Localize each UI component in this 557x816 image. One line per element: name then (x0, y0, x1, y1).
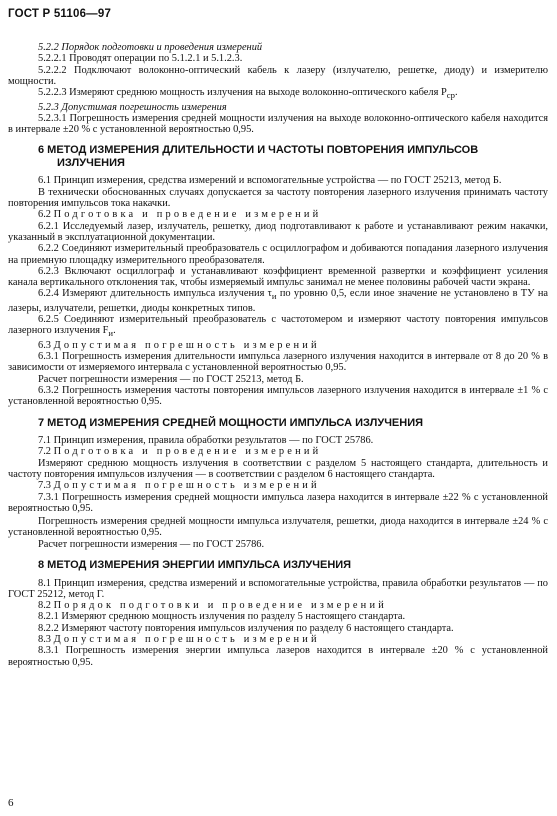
section-heading: 8 МЕТОД ИЗМЕРЕНИЯ ЭНЕРГИИ ИМПУЛЬСА ИЗЛУЧЕНИЯ (38, 559, 352, 572)
section-heading: 7 МЕТОД ИЗМЕРЕНИЯ СРЕДНЕЙ МОЩНОСТИ ИМПУЛЬСА ИЗЛУЧЕНИЯ (38, 416, 424, 429)
paragraph: Расчет погрешности измерения — по ГОСТ 25786. (38, 538, 265, 550)
paragraph: 8.2.2 Измеряют частоту повторения импульсов излучения по разделу 6 настоящего стандарта. (38, 622, 454, 634)
paragraph: Измеряют среднюю мощность излучения в соответствии с разделом 5 настоящего стандарта, длительность и частоту повторения импульсов излучения — в соответствии с разделом 6 настоящего стандарта. (8, 457, 548, 480)
subsection-heading: 5.2.2 Порядок подготовки и проведения измерений (38, 42, 263, 53)
subsection-heading: 5.2.3 Допустимая погрешность измерения (38, 101, 227, 113)
paragraph: 5.2.3.1 Погрешность измерения средней мощности излучения на выходе волоконно-оптического кабеля находится в интервале ±20 % с установленной вероятностью 0,95. (8, 112, 548, 136)
paragraph: 6.2.3 Включают осциллограф и устанавливают коэффициент временной развертки и коэффициент усиления канала вертикального отклонения так, чтобы измеряемый импульс занимал не менее половины рабочей части экрана. (8, 265, 548, 289)
paragraph: 6.3.2 Погрешность измерения частоты повторения импульсов лазерного излучения находится в интервале ±1 % с установленной вероятностью 0,95. (8, 384, 548, 408)
paragraph: 5.2.2.1 Проводят операции по 5.1.2.1 и 5.1.2.3. (38, 53, 243, 65)
paragraph: 7.1 Принцип измерения, правила обработки результатов — по ГОСТ 25786. (38, 435, 374, 447)
paragraph: 6.2.5 Соединяют измерительный преобразователь с частотомером и измеряют частоту повторения импульсов лазерного излучения $F_и$. (8, 314, 548, 339)
subsection-heading: 8.3 Допустимая погрешность измерений (38, 634, 320, 645)
paragraph: Погрешность измерения средней мощности импульса излучателя, решетки, диода находится в интервале ±24 % с установленной вероятностью 0,95. (8, 516, 548, 539)
paragraph: 8.1 Принцип измерения, средства измерений и вспомогательные устройства, правила обработки результатов — по ГОСТ 25212, метод Г. (8, 577, 548, 600)
paragraph: 6.3.1 Погрешность измерения длительности импульса лазерного излучения находится в интервале от 8 до 20 % в зависимости от измеряемого интервала с установленной вероятностью 0,95. (8, 351, 548, 374)
subsection-heading: 6.3 Допустимая погрешность измерений (38, 339, 320, 351)
subsection-heading: 6.2 Подготовка и проведение измерений (38, 209, 322, 221)
paragraph: 7.3.1 Погрешность измерения средней мощности импульса лазера находится в интервале ±22 % с установленной вероятностью 0,95. (8, 491, 548, 514)
paragraph: 5.2.2.3 Измеряют среднюю мощность излучения на выходе волоконно-оптического кабеля $P_{ср}$. (38, 87, 458, 101)
subsection-heading: 7.3 Допустимая погрешность измерений (38, 480, 320, 492)
page-number: 6 (8, 797, 14, 809)
section-heading: 6 МЕТОД ИЗМЕРЕНИЯ ДЛИТЕЛЬНОСТИ И ЧАСТОТЫ ПОВТОРЕНИЯ ИМПУЛЬСОВ ИЗЛУЧЕНИЯ (38, 144, 479, 169)
document-body (8, 42, 548, 668)
paragraph: 6.2.4 Измеряют длительность импульса излучения $\tau_и$ по уровню 0,5, если иное значение не установлено в ТУ на лазеры, излучатели, решетки, диоды конкретных типов. (8, 288, 548, 314)
paragraph: В технически обоснованных случаях допускается за частоту повторения лазерного излучения принимать частоту повторения импульсов тока накачки. (8, 186, 548, 210)
paragraph: 8.2.1 Измеряют среднюю мощность излучения по разделу 5 настоящего стандарта. (38, 611, 406, 623)
subsection-heading: 7.2 Подготовка и проведение измерений (38, 446, 322, 458)
subsection-heading: 8.2 Порядок подготовки и проведение измерений (38, 600, 387, 612)
paragraph: 6.1 Принцип измерения, средства измерений и вспомогательные устройства — по ГОСТ 25213, метод Б. (38, 175, 502, 187)
paragraph: 8.3.1 Погрешность измерения энергии импульса лазеров находится в интервале ±20 % с установленной вероятностью 0,95. (8, 645, 548, 668)
paragraph: 6.2.2 Соединяют измерительный преобразователь с осциллографом и добиваются попадания лазерного излучения на приемную площадку измерительного преобразователя. (8, 243, 548, 266)
paragraph: 6.2.1 Исследуемый лазер, излучатель, решетку, диод подготавливают к работе и устанавливают режим накачки, указанный в эксплуатационной документации. (8, 220, 548, 243)
paragraph: Расчет погрешности измерения — по ГОСТ 25213, метод Б. (38, 373, 304, 385)
standard-header: ГОСТ Р 51106—97 (8, 8, 112, 20)
paragraph: 5.2.2.2 Подключают волоконно-оптический кабель к лазеру (излучателю, решетке, диоду) и измерителю мощности. (8, 64, 548, 87)
